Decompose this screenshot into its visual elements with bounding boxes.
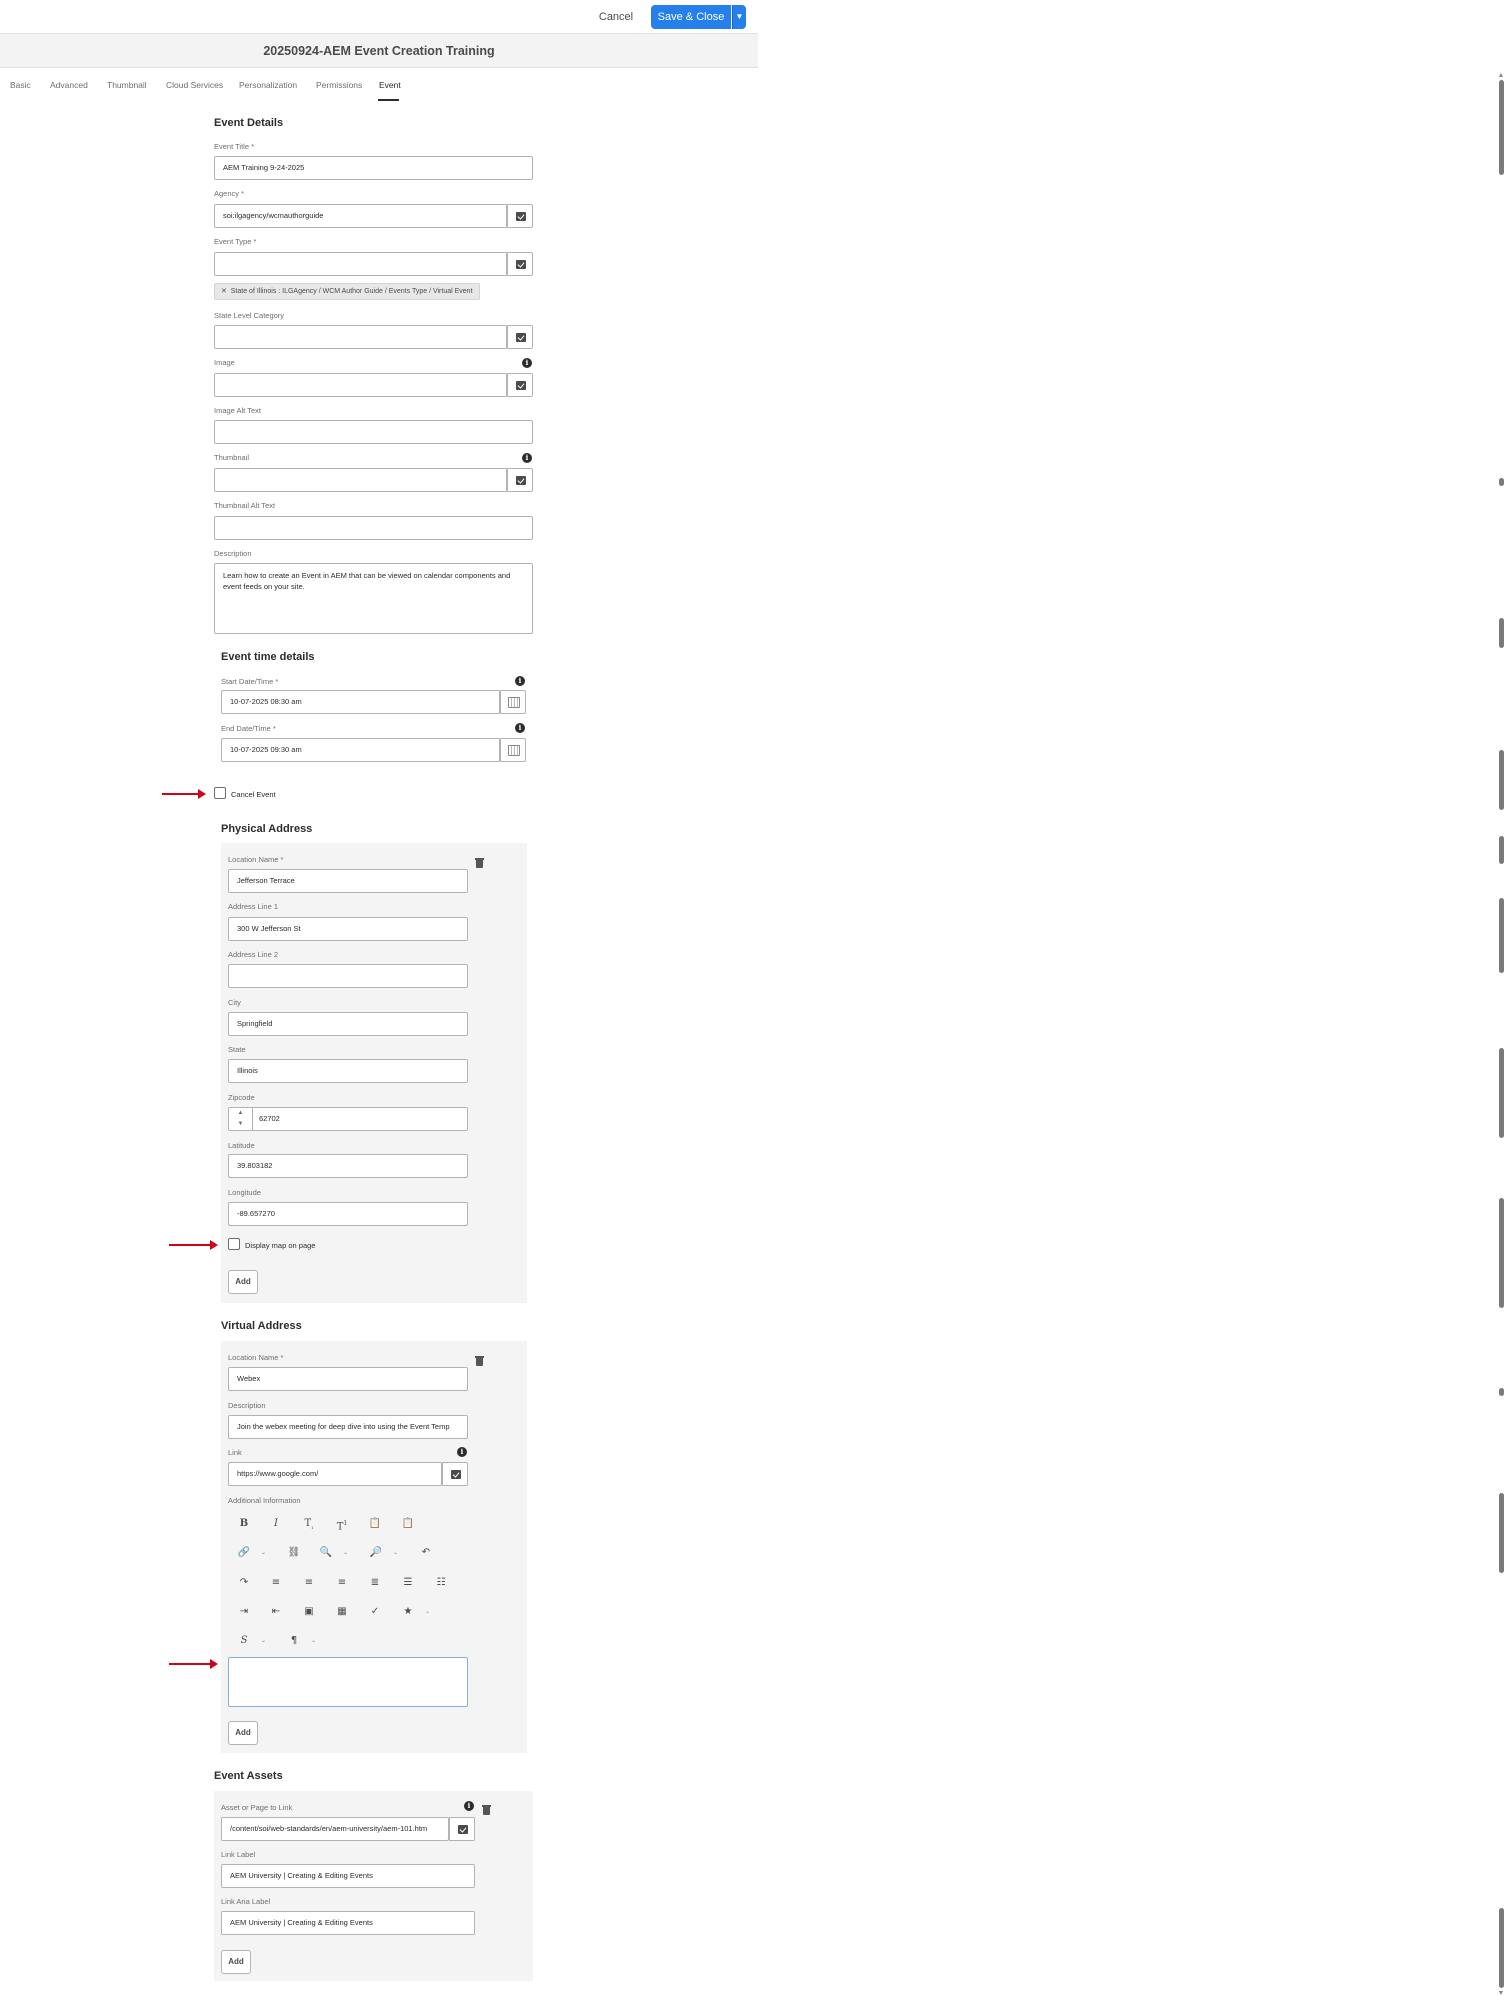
outdent-icon[interactable]: ⇤ <box>271 1606 281 1617</box>
chevron-down-icon[interactable]: ▼ <box>237 1121 244 1127</box>
annotation-arrow <box>162 793 204 795</box>
tab-advanced[interactable]: Advanced <box>50 80 88 90</box>
thumbnail-alt-field[interactable] <box>214 516 533 540</box>
superscript-icon[interactable]: $T^1$ <box>336 1520 348 1533</box>
chevron-down-icon[interactable]: ⌄ <box>311 1638 317 1644</box>
section-heading-event-assets: Event Assets <box>214 1770 283 1782</box>
annotation-arrow <box>169 1663 216 1665</box>
paste-text-icon[interactable]: 📋 <box>368 1518 382 1529</box>
save-options-dropdown[interactable] <box>732 5 746 29</box>
table-icon[interactable]: ▦ <box>337 1606 347 1617</box>
tab-cloud-services[interactable]: Cloud Services <box>166 80 224 90</box>
align-center-icon[interactable]: ≡ <box>304 1577 314 1588</box>
city-field[interactable]: Springfield <box>228 1012 468 1036</box>
italic-icon[interactable]: I <box>274 1518 278 1529</box>
title-bar <box>0 34 758 68</box>
additional-info-editor[interactable] <box>228 1657 468 1707</box>
add-physical-address-button[interactable]: Add <box>228 1270 258 1294</box>
section-heading-event-time: Event time details <box>221 651 315 663</box>
state-level-label: State Level Category <box>214 311 285 320</box>
virtual-location-field[interactable]: Webex <box>228 1367 468 1391</box>
longitude-field[interactable]: -89.657270 <box>228 1202 468 1226</box>
chevron-down-icon[interactable]: ⌄ <box>261 1550 267 1556</box>
virtual-description-label: Description <box>228 1401 266 1410</box>
info-icon[interactable]: i <box>457 1447 467 1457</box>
cancel-event-label: Cancel Event <box>231 790 276 799</box>
longitude-label: Longitude <box>228 1188 261 1197</box>
event-type-tag[interactable] <box>214 283 480 300</box>
checkbox-picker-icon <box>516 476 526 485</box>
numbered-list-icon[interactable]: ☷ <box>436 1577 446 1588</box>
tab-event[interactable]: Event <box>379 80 401 90</box>
description-label: Description <box>214 549 252 558</box>
thumbnail-label: Thumbnail <box>214 453 250 462</box>
image-field[interactable] <box>214 373 507 397</box>
latitude-field[interactable]: 39.803182 <box>228 1154 468 1178</box>
state-label: State <box>228 1045 246 1054</box>
scroll-marker <box>1499 1198 1504 1308</box>
cancel-event-checkbox[interactable] <box>214 787 226 799</box>
state-field[interactable]: Illinois <box>228 1059 468 1083</box>
scroll-marker <box>1499 1388 1504 1396</box>
address-line1-label: Address Line 1 <box>228 902 279 911</box>
end-datetime-field[interactable]: 10-07-2025 09:30 am <box>221 738 500 762</box>
image-label: Image <box>214 358 235 367</box>
undo-icon[interactable]: ↶ <box>421 1547 431 1558</box>
chevron-up-icon[interactable]: ▲ <box>237 1110 244 1116</box>
tab-personalization[interactable]: Personalization <box>239 80 298 90</box>
info-icon[interactable]: i <box>522 358 532 368</box>
active-tab-indicator <box>378 99 399 101</box>
scroll-marker <box>1499 750 1504 810</box>
tab-basic[interactable]: Basic <box>10 80 31 90</box>
display-map-label: Display map on page <box>245 1241 316 1250</box>
section-heading-event-details: Event Details <box>214 117 284 129</box>
checkbox-picker-icon <box>516 333 526 342</box>
chevron-down-icon[interactable]: ⌄ <box>425 1609 431 1615</box>
thumbnail-picker-button[interactable] <box>507 468 533 492</box>
event-type-picker-button[interactable] <box>507 252 533 276</box>
scroll-marker <box>1499 1908 1504 1988</box>
address-line2-field[interactable] <box>228 964 468 988</box>
link-aria-label: Link Aria Label <box>221 1897 271 1906</box>
paste-word-icon[interactable]: 📋 <box>401 1518 415 1529</box>
thumbnail-field[interactable] <box>214 468 507 492</box>
event-type-label: Event Type * <box>214 237 257 246</box>
image-icon[interactable]: ▣ <box>304 1606 314 1617</box>
location-name-label: Location Name * <box>228 855 284 864</box>
agency-field[interactable]: soi:ilgagency/wcmauthorguide <box>214 204 507 228</box>
scroll-thumb[interactable] <box>1499 80 1504 175</box>
image-alt-field[interactable] <box>214 420 533 444</box>
link-label-label: Link Label <box>221 1850 256 1859</box>
save-close-button[interactable]: Save & Close <box>651 5 731 29</box>
agency-picker-button[interactable] <box>507 204 533 228</box>
latitude-label: Latitude <box>228 1141 255 1150</box>
section-heading-virtual-address: Virtual Address <box>221 1320 302 1332</box>
redo-icon[interactable]: ↷ <box>239 1577 249 1588</box>
display-map-checkbox[interactable] <box>228 1238 240 1250</box>
end-datetime-label: End Date/Time * <box>221 724 276 733</box>
checkbox-picker-icon <box>516 381 526 390</box>
add-asset-button[interactable]: Add <box>221 1950 251 1974</box>
chevron-down-icon: ▼ <box>735 12 744 21</box>
asset-picker-button[interactable] <box>449 1817 475 1841</box>
find-replace-icon[interactable]: 🔎 <box>369 1547 383 1558</box>
event-title-label: Event Title * <box>214 142 255 151</box>
virtual-link-field[interactable]: https://www.google.com/ <box>228 1462 442 1486</box>
unlink-icon[interactable]: ⛓ <box>287 1547 301 1558</box>
calendar-icon <box>508 745 520 756</box>
bullet-list-icon[interactable]: ☰ <box>403 1577 413 1588</box>
scroll-down-arrow[interactable]: ▼ <box>1497 1990 1505 1997</box>
align-left-icon[interactable]: ≡ <box>271 1577 281 1588</box>
align-right-icon[interactable]: ≡ <box>337 1577 347 1588</box>
subscript-icon[interactable]: $T_{_1}$ <box>304 1518 314 1531</box>
page-title: 20250924-AEM Event Creation Training <box>263 44 495 58</box>
checkbox-picker-icon <box>516 260 526 269</box>
agency-label: Agency * <box>214 189 245 198</box>
address-line2-label: Address Line 2 <box>228 950 279 959</box>
state-level-field[interactable] <box>214 325 507 349</box>
scroll-marker <box>1499 836 1504 864</box>
checkbox-picker-icon <box>458 1825 468 1834</box>
additional-info-label: Additional Information <box>228 1496 301 1505</box>
event-type-field[interactable] <box>214 252 507 276</box>
chevron-down-icon[interactable]: ⌄ <box>261 1638 267 1644</box>
trash-icon[interactable] <box>475 857 484 868</box>
info-icon[interactable]: i <box>515 723 525 733</box>
end-calendar-button[interactable] <box>500 738 526 762</box>
virtual-description-field[interactable]: Join the webex meeting for deep dive into using the Event Temp <box>228 1415 468 1439</box>
link-aria-field[interactable]: AEM University | Creating & Editing Events <box>221 1911 475 1935</box>
scroll-marker <box>1499 618 1504 648</box>
scroll-up-arrow[interactable]: ▲ <box>1497 72 1505 79</box>
scroll-marker <box>1499 1493 1504 1573</box>
scroll-marker <box>1499 898 1504 973</box>
tab-thumbnail[interactable]: Thumbnail <box>107 80 147 90</box>
calendar-icon <box>508 697 520 708</box>
scroll-marker <box>1499 1048 1504 1138</box>
styles-icon[interactable]: S <box>240 1635 248 1646</box>
chevron-down-icon[interactable]: ⌄ <box>393 1550 399 1556</box>
virtual-link-picker-button[interactable] <box>442 1462 468 1486</box>
checkbox-picker-icon <box>451 1470 461 1479</box>
checkbox-picker-icon <box>516 212 526 221</box>
bold-icon[interactable]: B <box>239 1518 249 1529</box>
city-label: City <box>228 998 241 1007</box>
tab-permissions[interactable]: Permissions <box>316 80 363 90</box>
top-action-bar <box>0 0 758 34</box>
link-icon[interactable]: 🔗 <box>237 1547 251 1558</box>
tab-bar <box>0 68 750 102</box>
image-alt-label: Image Alt Text <box>214 406 261 415</box>
spellcheck-icon[interactable]: ✓ <box>370 1606 380 1617</box>
thumbnail-alt-label: Thumbnail Alt Text <box>214 501 276 510</box>
link-label-field[interactable]: AEM University | Creating & Editing Events <box>221 1864 475 1888</box>
annotation-arrow <box>169 1244 216 1246</box>
special-chars-icon[interactable]: ★ <box>403 1606 413 1617</box>
scrollbar[interactable] <box>748 68 1505 2000</box>
start-datetime-label: Start Date/Time * <box>221 677 279 686</box>
state-level-picker-button[interactable] <box>507 325 533 349</box>
cancel-button[interactable]: Cancel <box>598 11 634 23</box>
section-heading-physical-address: Physical Address <box>221 823 313 835</box>
zipcode-stepper[interactable] <box>229 1108 253 1130</box>
location-name-field[interactable]: Jefferson Terrace <box>228 869 468 893</box>
info-icon[interactable]: i <box>515 676 525 686</box>
justify-icon[interactable]: ≣ <box>370 1577 380 1588</box>
description-textarea[interactable]: Learn how to create an Event in AEM that can be viewed on calendar components and event feeds on your site. <box>214 563 533 634</box>
image-picker-button[interactable] <box>507 373 533 397</box>
virtual-link-label: Link <box>228 1448 242 1457</box>
start-calendar-button[interactable] <box>500 690 526 714</box>
trash-icon[interactable] <box>475 1355 484 1366</box>
zipcode-field[interactable]: 62702 <box>228 1107 468 1131</box>
event-title-field[interactable]: AEM Training 9-24-2025 <box>214 156 533 180</box>
find-icon[interactable]: 🔍 <box>319 1547 333 1558</box>
chevron-down-icon[interactable]: ⌄ <box>343 1550 349 1556</box>
trash-icon[interactable] <box>482 1804 491 1815</box>
asset-link-label: Asset or Page to Link <box>221 1803 293 1812</box>
info-icon[interactable]: i <box>522 453 532 463</box>
indent-icon[interactable]: ⇥ <box>239 1606 249 1617</box>
close-icon[interactable]: ✕ <box>221 288 227 295</box>
zipcode-label: Zipcode <box>228 1093 255 1102</box>
start-datetime-field[interactable]: 10-07-2025 08:30 am <box>221 690 500 714</box>
address-line1-field[interactable]: 300 W Jefferson St <box>228 917 468 941</box>
asset-link-field[interactable]: /content/soi/web-standards/en/aem-university/aem-101.htm <box>221 1817 449 1841</box>
paragraph-format-icon[interactable]: ¶ <box>290 1635 298 1646</box>
virtual-location-label: Location Name * <box>228 1353 284 1362</box>
tag-text: State of Illinois : ILGAgency / WCM Author Guide / Events Type / Virtual Event <box>230 288 473 295</box>
add-virtual-address-button[interactable]: Add <box>228 1721 258 1745</box>
scroll-marker <box>1499 478 1504 486</box>
info-icon[interactable]: i <box>464 1801 474 1811</box>
